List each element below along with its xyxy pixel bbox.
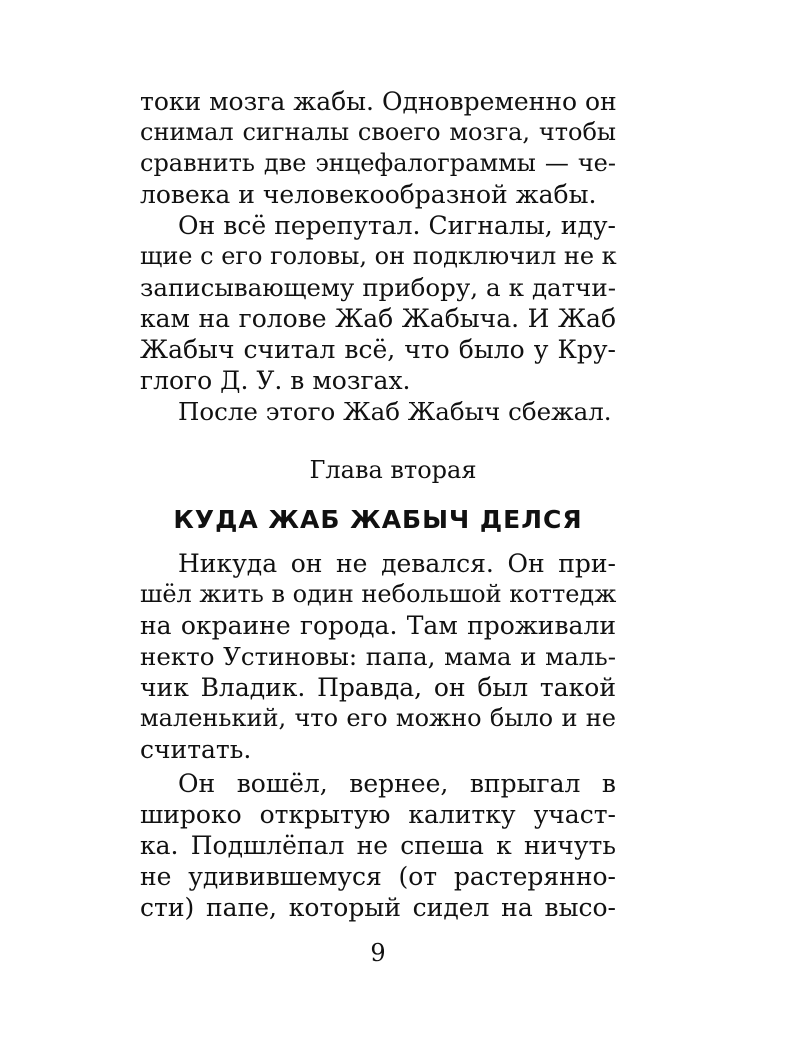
text-line: записывающему прибору, а к датчи- bbox=[140, 273, 616, 302]
text-line: Он вошёл, вернее, впрыгал в bbox=[178, 769, 616, 798]
text-line: ловека и человекообразной жабы. bbox=[140, 180, 597, 209]
text-line: глого Д. У. в мозгах. bbox=[140, 366, 411, 395]
text-line: Никуда он не девался. Он при- bbox=[178, 549, 616, 578]
text-line: сравнить две энцефалограммы — че- bbox=[140, 149, 616, 177]
text-line: маленький, что его можно было и не bbox=[140, 704, 616, 732]
text-line: После этого Жаб Жабыч сбежал. bbox=[178, 397, 612, 426]
text-line: снимал сигналы своего мозга, чтобы bbox=[140, 118, 616, 146]
text-line: Жабыч считал всё, что было у Кру- bbox=[140, 335, 616, 364]
text-line: считать. bbox=[140, 735, 252, 764]
text-line: щие с его головы, он подключил не к bbox=[140, 242, 617, 270]
text-line: чик Владик. Правда, он был такой bbox=[140, 673, 616, 702]
text-line: шёл жить в один небольшой коттедж bbox=[140, 580, 617, 608]
text-line: кам на голове Жаб Жабыча. И Жаб bbox=[140, 304, 616, 333]
text-line: некто Устиновы: папа, мама и маль- bbox=[140, 642, 616, 671]
chapter-title: КУДА ЖАБ ЖАБЫЧ ДЕЛСЯ bbox=[173, 505, 583, 534]
chapter-label: Глава вторая bbox=[309, 456, 477, 484]
text-line: токи мозга жабы. Одновременно он bbox=[140, 87, 617, 116]
text-line: широко открытую калитку участ- bbox=[140, 800, 616, 829]
text-line: не удивившемуся (от растерянно- bbox=[140, 862, 616, 891]
text-line: ка. Подшлёпал не спеша к ничуть bbox=[140, 831, 616, 860]
text-line: на окраине города. Там проживали bbox=[140, 611, 616, 640]
text-line: Он всё перепутал. Сигналы, иду- bbox=[178, 211, 616, 240]
page-number: 9 bbox=[370, 939, 386, 967]
text-line: сти) папе, который сидел на высо- bbox=[140, 893, 616, 922]
